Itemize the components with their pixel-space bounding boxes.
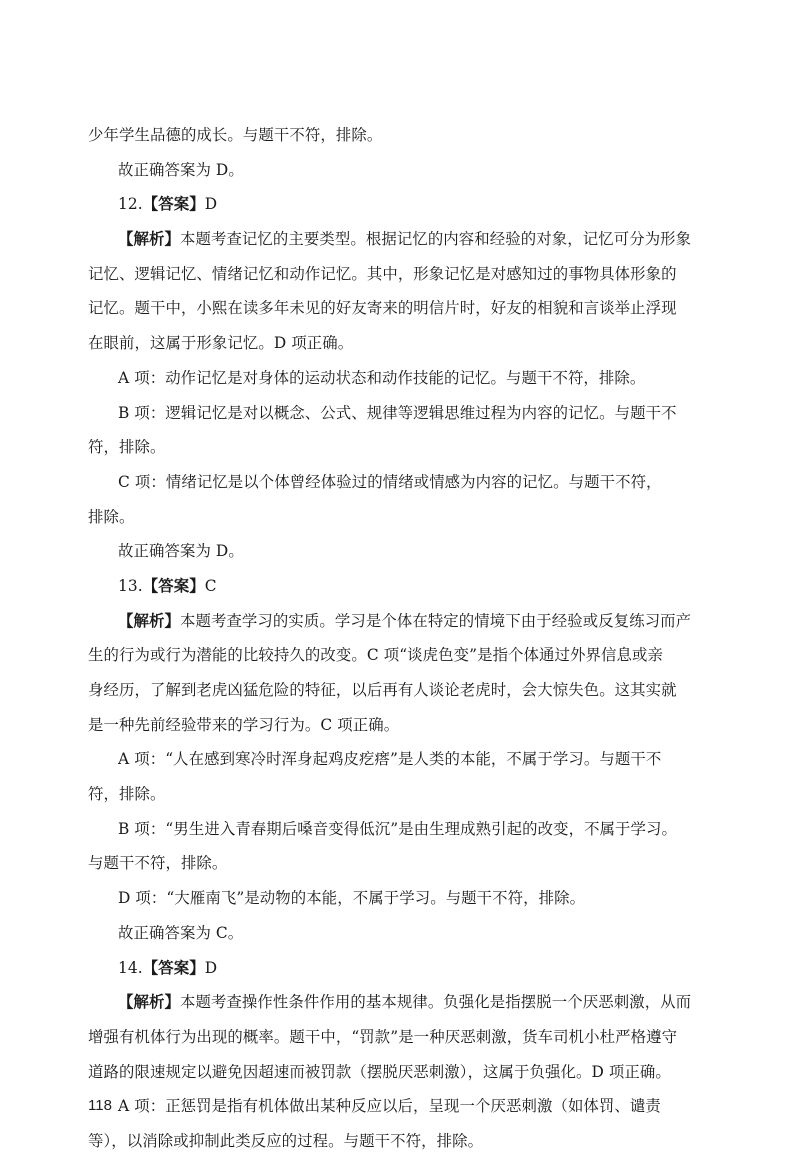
text-line: 生的行为或行为潜能的比较持久的改变。C 项“谈虎色变”是指个体通过外界信息或亲 <box>88 646 663 665</box>
option-explanation: B 项：“男生进入青春期后嗓音变得低沉”是由生理成熟引起的改变，不属于学习。 <box>118 819 678 838</box>
body-text <box>88 118 712 1159</box>
text-line: 记忆、逻辑记忆、情绪记忆和动作记忆。其中，形象记忆是对感知过的事物具体形象的 <box>88 264 677 283</box>
option-explanation: B 项：逻辑记忆是对以概念、公式、规律等逻辑思维过程为内容的记忆。与题干不 <box>118 403 677 422</box>
answer-heading: 14.【答案】D <box>118 958 218 977</box>
analysis-paragraph: 【解析】本题考查学习的实质。学习是个体在特定的情境下由于经验或反复练习而产 <box>118 611 692 630</box>
option-explanation: C 项：情绪记忆是以个体曾经体验过的情绪或情感为内容的记忆。与题干不符， <box>118 472 662 491</box>
text-line: 记忆。题干中，小熙在读多年未见的好友寄来的明信片时，好友的相貌和言谈举止浮现 <box>88 299 677 318</box>
option-explanation: D 项：“大雁南飞”是动物的本能，不属于学习。与题干不符，排除。 <box>118 889 586 908</box>
text-line: 故正确答案为 D。 <box>118 542 244 561</box>
text-line: 故正确答案为 D。 <box>118 160 244 179</box>
text-line: 符，排除。 <box>88 438 166 457</box>
answer-heading: 12.【答案】D <box>118 195 218 214</box>
text-line: 在眼前，这属于形象记忆。D 项正确。 <box>88 334 354 353</box>
option-explanation: A 项：“人在感到寒冷时浑身起鸡皮疙瘩”是人类的本能，不属于学习。与题干不 <box>118 750 662 769</box>
text-line: 少年学生品德的成长。与题干不符，排除。 <box>88 126 383 144</box>
text-line: 排除。 <box>88 507 135 526</box>
text-line: 等），以消除或抑制此类反应的过程。与题干不符，排除。 <box>88 1131 484 1150</box>
page-number: 118 <box>88 1097 112 1114</box>
text-line: 身经历，了解到老虎凶猛危险的特征，以后再有人谈论老虎时，会大惊失色。这其实就 <box>88 681 677 699</box>
text-line: 符，排除。 <box>88 785 166 804</box>
text-line: 道路的限速规定以避免因超速而被罚款（摆脱厌恶刺激），这属于负强化。D 项正确。 <box>88 1062 671 1081</box>
text-line: 增强有机体行为出现的概率。题干中，“罚款”是一种厌恶刺激，货车司机小杜严格遵守 <box>88 1027 678 1046</box>
analysis-paragraph: 【解析】本题考查记忆的主要类型。根据记忆的内容和经验的对象，记忆可分为形象 <box>118 230 692 249</box>
text-line: 与题干不符，排除。 <box>88 854 228 873</box>
option-explanation: A 项：动作记忆是对身体的运动状态和动作技能的记忆。与题干不符，排除。 <box>118 368 646 387</box>
text-line: 是一种先前经验带来的学习行为。C 项正确。 <box>88 715 400 734</box>
text-line: 故正确答案为 C。 <box>118 923 244 942</box>
analysis-paragraph: 【解析】本题考查操作性条件作用的基本规律。负强化是指摆脱一个厌恶刺激，从而 <box>118 993 692 1012</box>
answer-heading: 13.【答案】C <box>118 576 217 595</box>
option-explanation: A 项：正惩罚是指有机体做出某种反应以后，呈现一个厌恶刺激（如体罚、谴责 <box>118 1097 661 1116</box>
